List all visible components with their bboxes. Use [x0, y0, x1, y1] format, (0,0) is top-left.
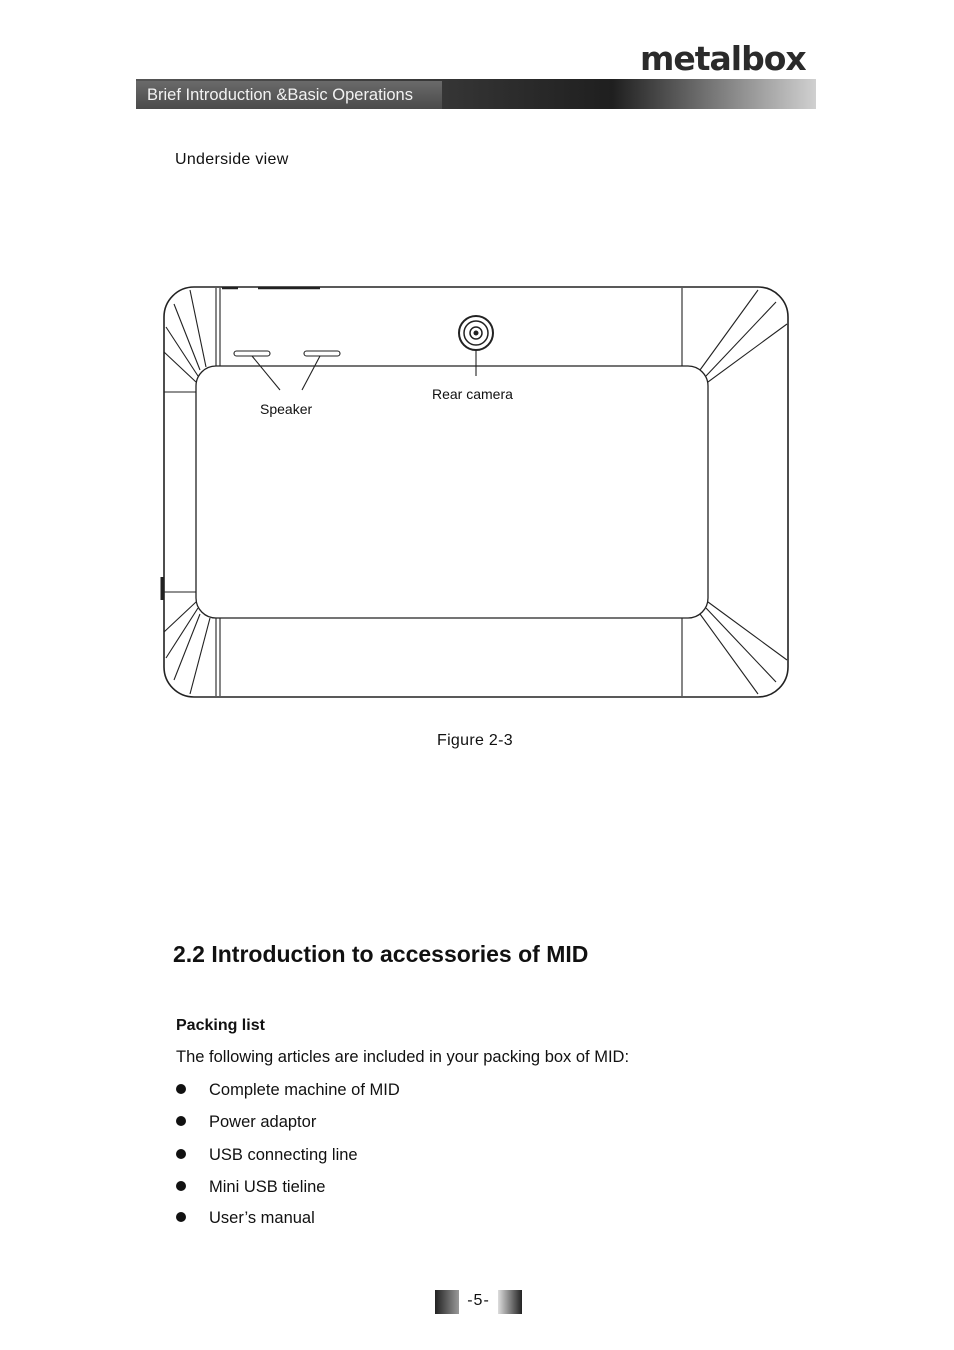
speaker-label: Speaker	[260, 401, 313, 417]
packing-list-intro: The following articles are included in your packing box of MID:	[176, 1048, 630, 1066]
header-section-label: Brief Introduction &Basic Operations	[136, 81, 442, 109]
rear-camera-label: Rear camera	[432, 386, 513, 402]
bullet-icon	[176, 1116, 186, 1126]
device-underside-diagram	[160, 282, 792, 702]
page-number-right-block	[498, 1290, 522, 1314]
list-item: USB connecting line	[176, 1146, 358, 1165]
bullet-icon	[176, 1084, 186, 1094]
bullet-icon	[176, 1149, 186, 1159]
page-number: -5-	[467, 1292, 490, 1309]
camera-lens-center	[474, 331, 479, 336]
bullet-icon	[176, 1181, 186, 1191]
metalbox-logo	[640, 40, 806, 76]
packing-list-title: Packing list	[176, 1017, 265, 1034]
section-heading: 2.2 Introduction to accessories of MID	[173, 941, 589, 967]
page-number-left-block	[435, 1290, 459, 1314]
bullet-icon	[176, 1212, 186, 1222]
list-item: Mini USB tieline	[176, 1178, 325, 1197]
list-item: Power adaptor	[176, 1113, 316, 1132]
svg-text:metalbox: metalbox	[640, 40, 806, 76]
list-item: User’s manual	[176, 1209, 315, 1228]
figure-caption: Figure 2-3	[437, 732, 513, 749]
list-item: Complete machine of MID	[176, 1081, 400, 1100]
view-caption: Underside view	[175, 151, 289, 168]
